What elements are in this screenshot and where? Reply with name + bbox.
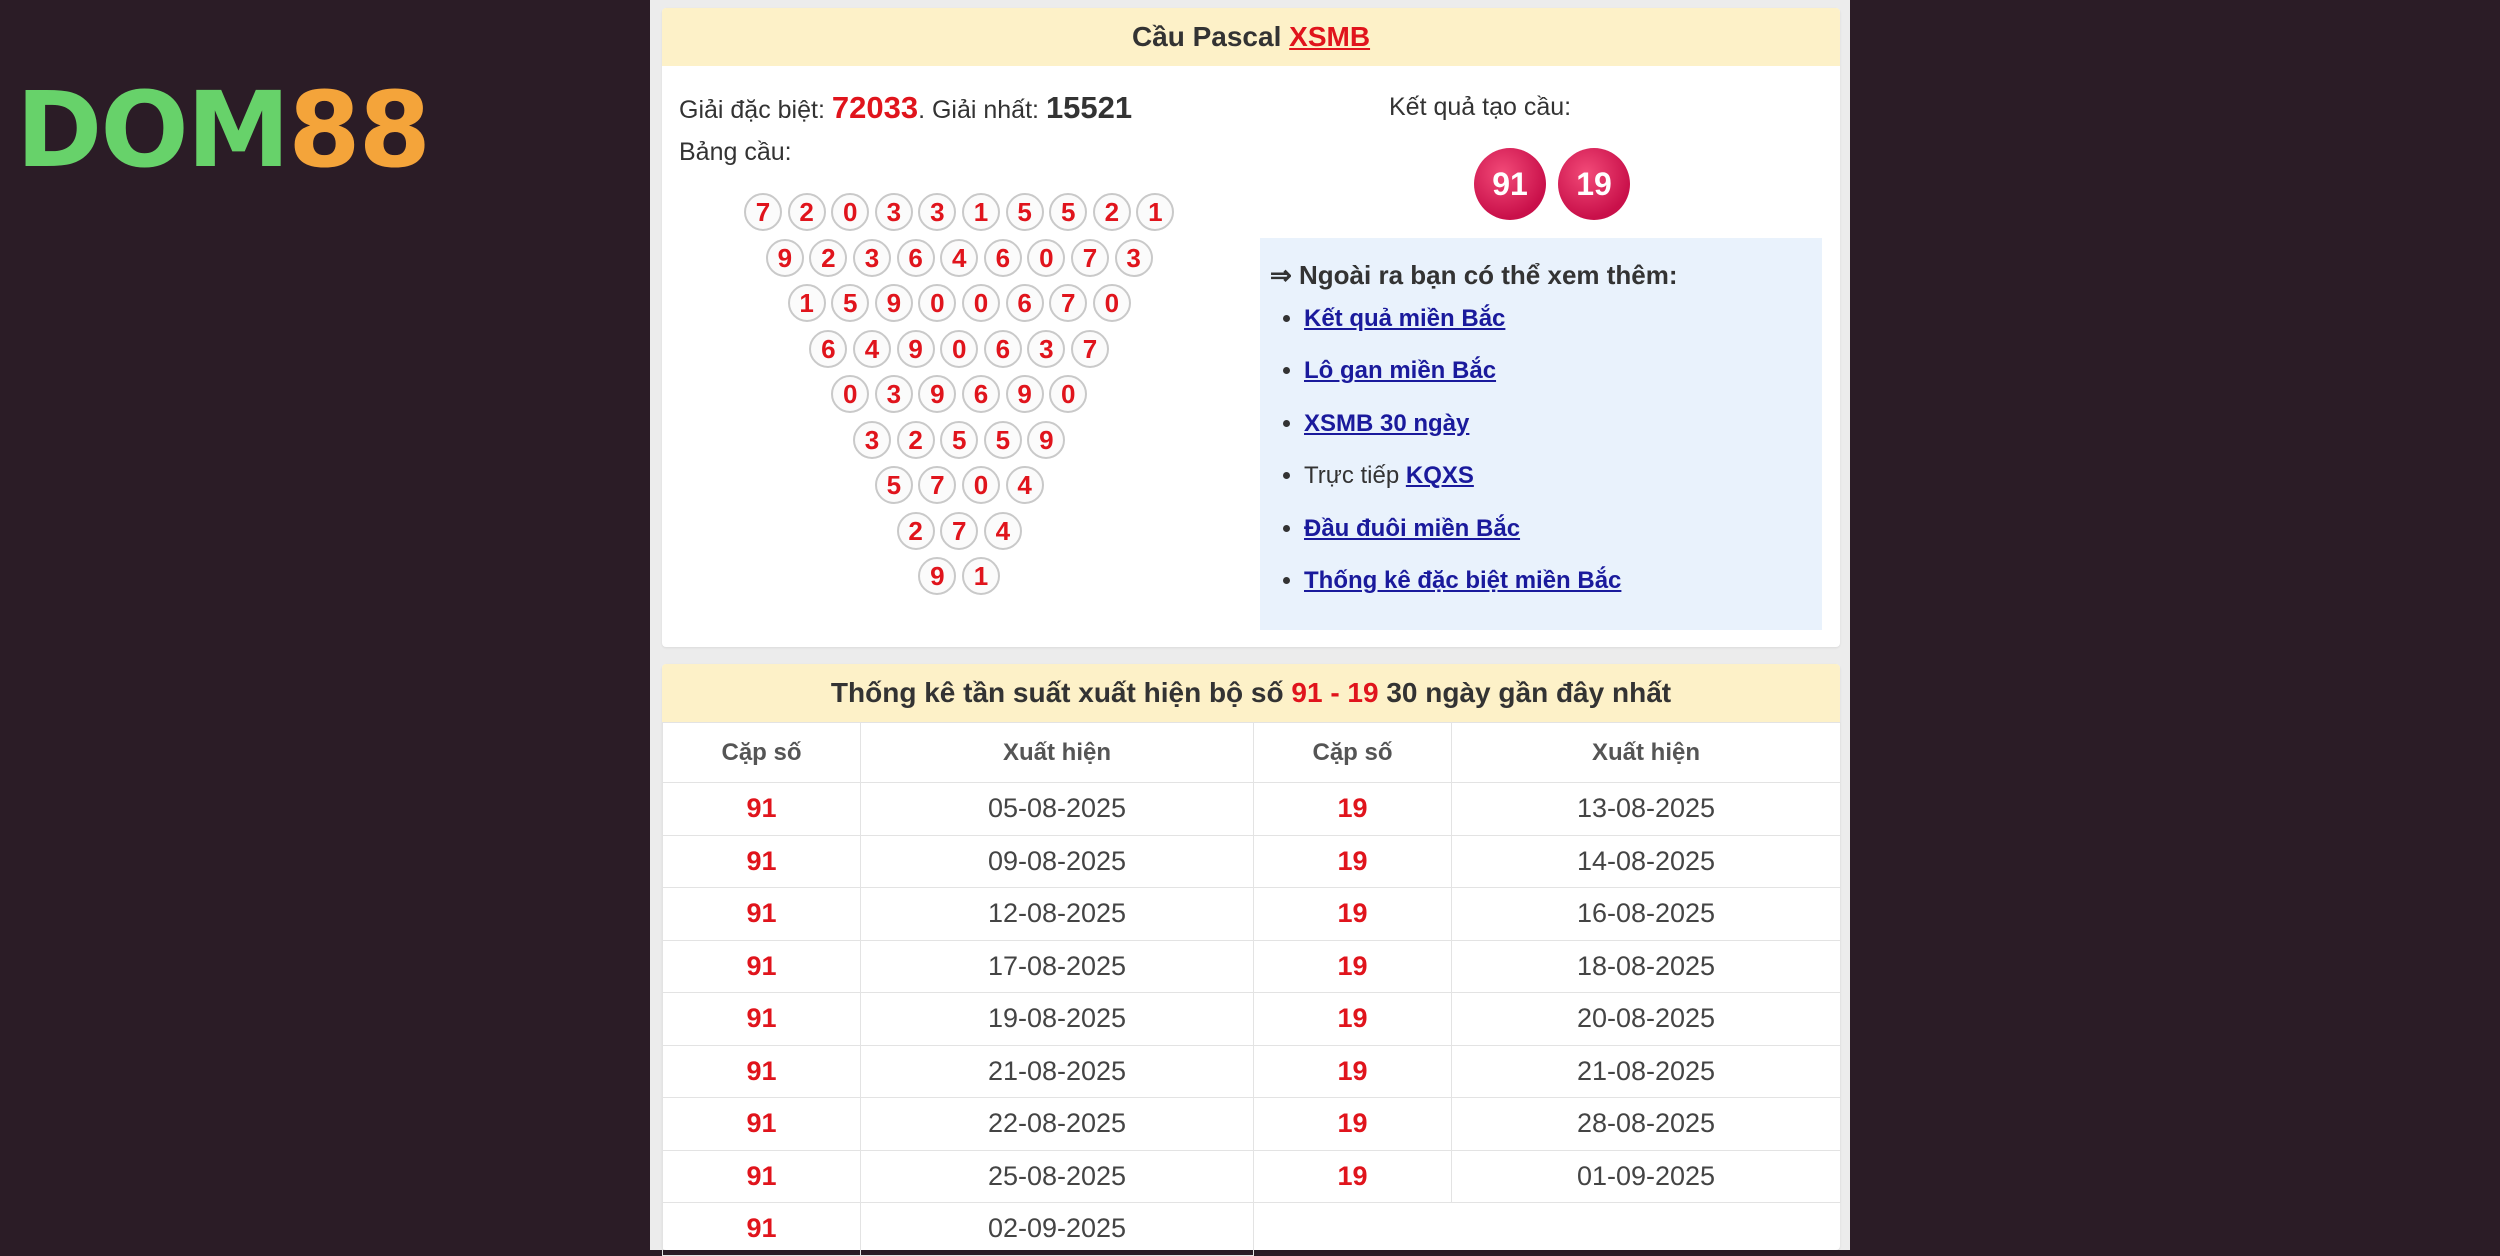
table-header-row: [663, 723, 1841, 783]
pascal-card: [662, 8, 1840, 647]
pascal-ball: 3: [918, 193, 956, 231]
content-panel: [650, 0, 1850, 1250]
date-cell: 16-08-2025: [1452, 888, 1841, 941]
pascal-ball: 4: [1006, 466, 1044, 504]
pascal-ball: 3: [875, 193, 913, 231]
pair-cell: 19: [1254, 1098, 1452, 1151]
pascal-ball: 3: [853, 239, 891, 277]
date-cell: 19-08-2025: [861, 993, 1254, 1046]
first-prize-value: 15521: [1045, 90, 1133, 125]
result-ball-2: 19: [1558, 148, 1630, 220]
pair-cell: 91: [663, 1203, 861, 1256]
date-cell: 09-08-2025: [861, 835, 1254, 888]
header-appear-2: Xuất hiện: [1452, 723, 1841, 783]
pascal-ball: 0: [831, 193, 869, 231]
table-row: [663, 1203, 1841, 1256]
pascal-ball: 0: [1093, 284, 1131, 322]
header-appear-1: Xuất hiện: [861, 723, 1254, 783]
date-cell: 20-08-2025: [1452, 993, 1841, 1046]
date-cell: 21-08-2025: [861, 1045, 1254, 1098]
pascal-ball: 2: [1093, 193, 1131, 231]
pascal-ball: 5: [940, 421, 978, 459]
table-row: [663, 1150, 1841, 1203]
pascal-ball: 0: [940, 330, 978, 368]
pascal-ball: 0: [1049, 375, 1087, 413]
pascal-ball: 0: [962, 284, 1000, 322]
pascal-table-label: Bảng cầu:: [679, 138, 792, 166]
table-row: [663, 783, 1841, 836]
pascal-ball: 1: [1136, 193, 1174, 231]
result-label: Kết quả tạo cầu:: [1389, 93, 1572, 121]
see-more-item: [1304, 302, 1621, 354]
pascal-ball: 6: [984, 239, 1022, 277]
pascal-ball: 3: [1027, 330, 1065, 368]
pair-cell: 91: [663, 1098, 861, 1151]
see-more-list: [1260, 302, 1621, 616]
pascal-ball: 2: [809, 239, 847, 277]
pascal-ball: 0: [1027, 239, 1065, 277]
pascal-ball: 7: [1071, 330, 1109, 368]
pascal-ball: 9: [918, 557, 956, 595]
date-cell: 02-09-2025: [861, 1203, 1254, 1256]
pair-cell: 91: [663, 940, 861, 993]
pair-cell: 19: [1254, 783, 1452, 836]
see-more-item: [1304, 407, 1621, 459]
pascal-ball: 9: [1006, 375, 1044, 413]
pair-cell: 91: [663, 888, 861, 941]
date-cell: 14-08-2025: [1452, 835, 1841, 888]
pair-cell: 91: [663, 993, 861, 1046]
header-pair-1: Cặp số: [663, 723, 861, 783]
date-cell: 01-09-2025: [1452, 1150, 1841, 1203]
link-lo-gan-mien-bac[interactable]: Lô gan miền Bắc: [1304, 357, 1497, 385]
link-ket-qua-mien-bac[interactable]: Kết quả miền Bắc: [1304, 305, 1506, 332]
pair-cell: 19: [1254, 1045, 1452, 1098]
pascal-ball: 2: [897, 512, 935, 550]
pascal-ball: 1: [962, 193, 1000, 231]
pascal-ball: 7: [940, 512, 978, 550]
link-kqxs[interactable]: KQXS: [1405, 462, 1474, 490]
see-more-item: [1304, 459, 1621, 511]
pascal-ball: 3: [853, 421, 891, 459]
pascal-ball: 4: [984, 512, 1022, 550]
see-more-box: [1260, 238, 1822, 630]
pascal-ball: 1: [788, 284, 826, 322]
link-xsmb-30-ngay[interactable]: XSMB 30 ngày: [1304, 409, 1470, 437]
pascal-ball: 9: [875, 284, 913, 322]
pair-cell: 19: [1254, 993, 1452, 1046]
pascal-ball: 4: [853, 330, 891, 368]
pascal-ball: 6: [1006, 284, 1044, 322]
frequency-card: [662, 664, 1840, 1250]
pascal-ball: 2: [897, 421, 935, 459]
logo-text-88: 88: [288, 69, 429, 191]
pascal-ball: 5: [831, 284, 869, 322]
table-row: [663, 1045, 1841, 1098]
pair-cell: 91: [663, 1150, 861, 1203]
date-cell: 21-08-2025: [1452, 1045, 1841, 1098]
pascal-triangle: [662, 8, 1282, 648]
date-cell: 13-08-2025: [1452, 783, 1841, 836]
pascal-ball: 4: [940, 239, 978, 277]
pascal-ball: 9: [766, 239, 804, 277]
pair-cell: 19: [1254, 888, 1452, 941]
pascal-ball: 6: [984, 330, 1022, 368]
pascal-ball: 9: [918, 375, 956, 413]
special-prize-label: Giải đặc biệt:: [679, 96, 832, 124]
pascal-ball: 9: [897, 330, 935, 368]
table-row: [663, 993, 1841, 1046]
pascal-ball: 6: [897, 239, 935, 277]
result-ball-1: 91: [1474, 148, 1546, 220]
pascal-ball: 1: [962, 557, 1000, 595]
header-pair-2: Cặp số: [1254, 723, 1452, 783]
pascal-ball: 6: [809, 330, 847, 368]
date-cell: 25-08-2025: [861, 1150, 1254, 1203]
pascal-ball: 7: [744, 193, 782, 231]
pascal-ball: 3: [1115, 239, 1153, 277]
pair-cell: 91: [663, 1045, 861, 1098]
date-cell: 17-08-2025: [861, 940, 1254, 993]
frequency-card-title: [662, 664, 1840, 722]
pascal-ball: 3: [875, 375, 913, 413]
pair-cell: 91: [663, 835, 861, 888]
date-cell: 28-08-2025: [1452, 1098, 1841, 1151]
pair-cell: [1254, 1203, 1452, 1256]
pascal-ball: 6: [962, 375, 1000, 413]
frequency-title-pair: 91 - 19: [1291, 677, 1379, 708]
special-prize-value: 72033: [831, 90, 919, 125]
pascal-ball: 5: [984, 421, 1022, 459]
pair-cell: 91: [663, 783, 861, 836]
see-more-prefix: Trực tiếp: [1304, 462, 1406, 490]
pair-cell: 19: [1254, 835, 1452, 888]
frequency-table: [662, 722, 1841, 1256]
pascal-ball: 2: [788, 193, 826, 231]
see-more-item: [1304, 564, 1621, 616]
frequency-title-prefix: Thống kê tần suất xuất hiện bộ số: [830, 677, 1292, 708]
dom88-logo[interactable]: [16, 69, 429, 191]
table-row: [663, 940, 1841, 993]
see-more-item: [1304, 512, 1621, 564]
pair-cell: 19: [1254, 940, 1452, 993]
date-cell: 05-08-2025: [861, 783, 1254, 836]
xsmb-link[interactable]: XSMB: [1289, 21, 1371, 52]
date-cell: 18-08-2025: [1452, 940, 1841, 993]
date-cell: 22-08-2025: [861, 1098, 1254, 1151]
pascal-ball: 0: [918, 284, 956, 322]
see-more-title: ⇒ Ngoài ra bạn có thể xem thêm:: [1270, 260, 1678, 290]
table-row: [663, 888, 1841, 941]
logo-text-dom: DOM: [16, 69, 289, 191]
see-more-item: [1304, 354, 1621, 406]
pascal-ball: 9: [1027, 421, 1065, 459]
pascal-ball: 5: [875, 466, 913, 504]
pair-cell: 19: [1254, 1150, 1452, 1203]
pascal-ball: 5: [1006, 193, 1044, 231]
date-cell: [1452, 1203, 1841, 1256]
table-row: [663, 1098, 1841, 1151]
link-dau-duoi-mien-bac[interactable]: Đầu đuôi miền Bắc: [1304, 514, 1521, 542]
pascal-title-text: Cầu Pascal: [1131, 21, 1290, 52]
first-prize-label: . Giải nhất:: [918, 96, 1046, 124]
table-row: [663, 835, 1841, 888]
frequency-title-suffix: 30 ngày gần đây nhất: [1378, 677, 1672, 708]
pascal-ball: 0: [962, 466, 1000, 504]
link-thong-ke-dac-biet[interactable]: Thống kê đặc biệt miền Bắc: [1304, 566, 1622, 594]
pascal-ball: 0: [831, 375, 869, 413]
pascal-ball: 7: [1049, 284, 1087, 322]
pascal-ball: 7: [1071, 239, 1109, 277]
pascal-ball: 5: [1049, 193, 1087, 231]
date-cell: 12-08-2025: [861, 888, 1254, 941]
pascal-ball: 7: [918, 466, 956, 504]
